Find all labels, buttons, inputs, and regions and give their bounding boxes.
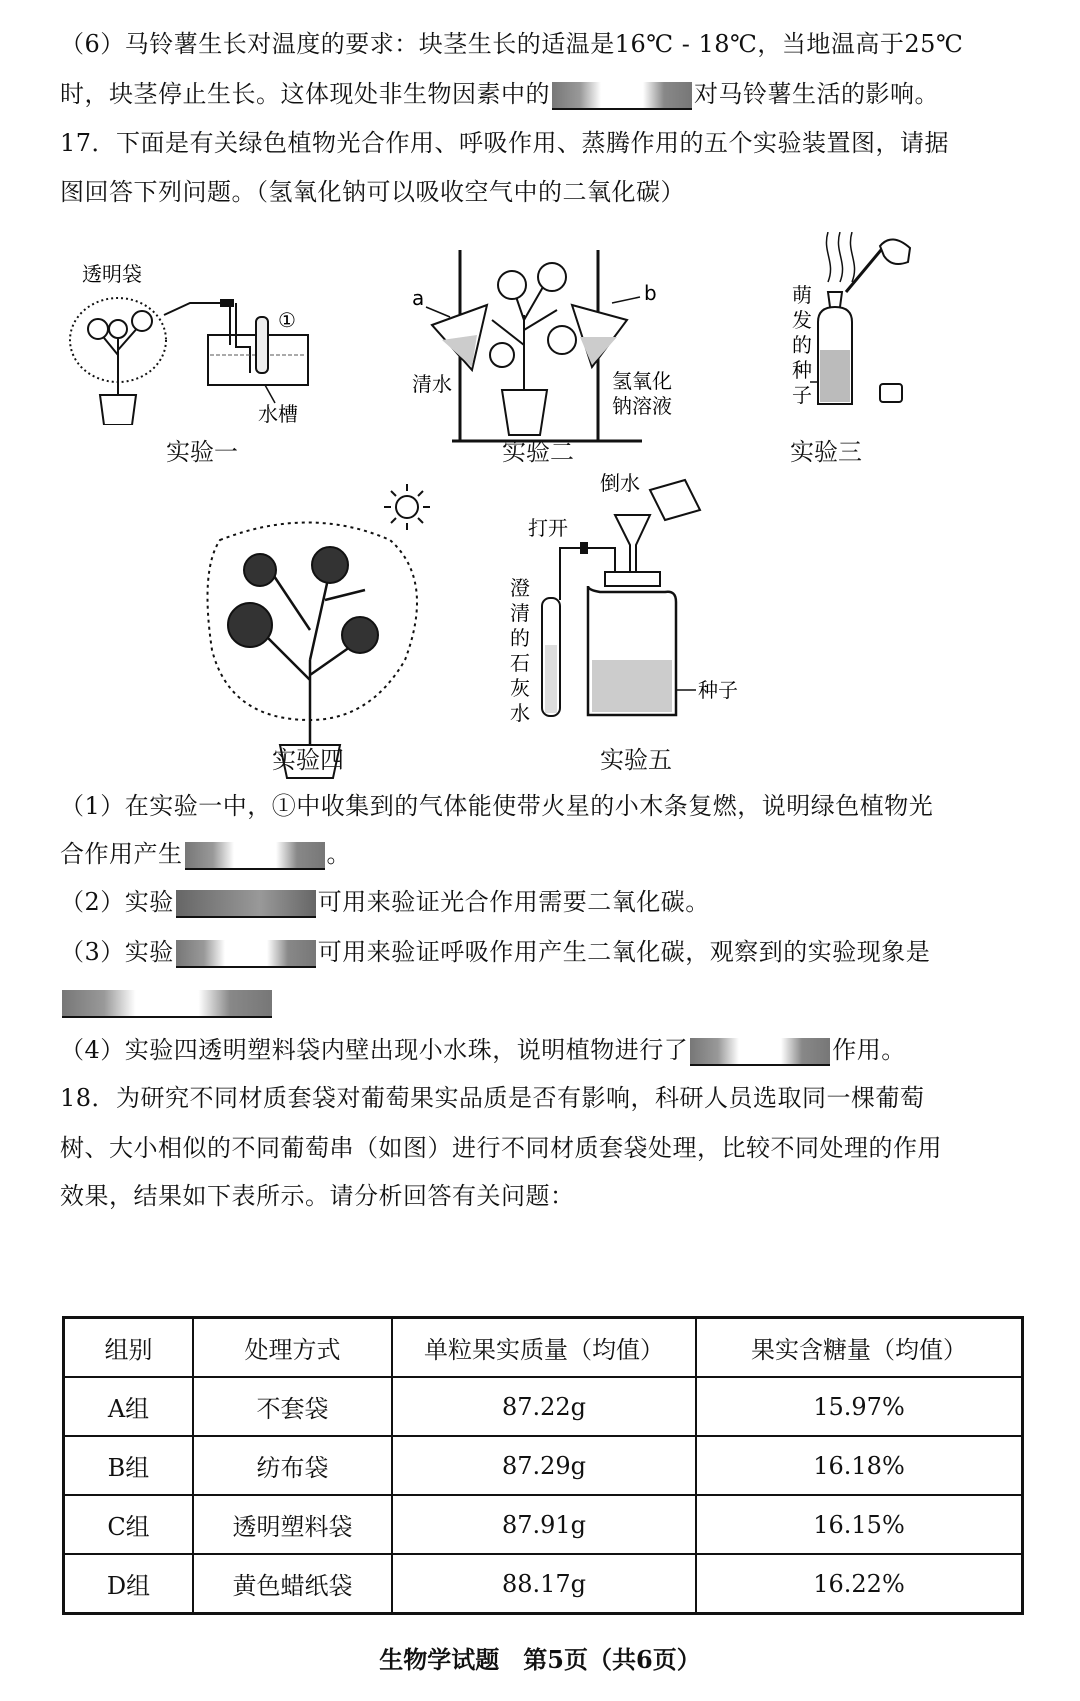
naoh-label-1: 氢氧化 [612, 369, 672, 393]
cell-sugar: 16.22% [696, 1554, 1023, 1614]
leaf-icon [312, 547, 348, 583]
leaf-icon [342, 617, 378, 653]
germinating-seeds [820, 350, 850, 402]
q17-4-text-b: 作用。 [832, 1036, 906, 1064]
experiment-1-figure [60, 255, 350, 425]
leaf-icon [228, 603, 272, 647]
plant-stem [492, 280, 557, 390]
table-row [64, 1495, 1023, 1554]
header-sugar-content: 果实含糖量（均值） [696, 1318, 1023, 1378]
answer-blank [552, 82, 692, 110]
cell-sugar: 16.18% [696, 1436, 1023, 1495]
lime-label-char: 清 [510, 601, 530, 625]
q17-1-line2 [60, 836, 351, 872]
cell-mass: 87.91g [392, 1495, 696, 1554]
leaf-icon [109, 320, 127, 338]
experiment-2-drawing [412, 245, 692, 445]
lime-label-char: 的 [510, 626, 530, 650]
q18-stem-line1: 18．为研究不同材质套袋对葡萄果实品质是否有影响，科研人员选取同一棵葡萄 [60, 1084, 925, 1112]
collection-tube [256, 317, 268, 373]
cell-treatment: 透明塑料袋 [193, 1495, 392, 1554]
cell-group: A组 [64, 1377, 194, 1436]
q17-3-text-a: （3）实验 [60, 938, 174, 966]
q16-6-line1: （6）马铃薯生长对温度的要求：块茎生长的适温是16℃ - 18℃，当地温高于25℃ [60, 30, 964, 58]
cell-group: B组 [64, 1436, 194, 1495]
leaf-icon [132, 311, 152, 331]
header-group: 组别 [64, 1318, 194, 1378]
experiment-3-drawing [780, 232, 950, 432]
q18-stem-line2: 树、大小相似的不同葡萄串（如图）进行不同材质套袋处理，比较不同处理的作用 [60, 1134, 942, 1162]
q17-stem-line2: 图回答下列问题。（氢氧化钠可以吸收空气中的二氧化碳） [60, 178, 685, 206]
caption-exp3: 实验三 [790, 438, 862, 466]
leaf-icon [538, 263, 566, 291]
seed-label-char: 发 [792, 308, 812, 332]
cell-mass: 87.29g [392, 1436, 696, 1495]
leaf-icon [88, 319, 108, 339]
label-b: b [644, 281, 657, 305]
clamp [220, 299, 234, 307]
answer-blank [176, 940, 316, 968]
q17-2-line [60, 884, 710, 920]
experiment-2-figure [412, 245, 692, 445]
q17-1-text-b: 。 [326, 840, 351, 868]
lime-label-char: 澄 [510, 576, 530, 600]
flower-pot [502, 390, 547, 435]
jar-lid [880, 384, 902, 402]
q17-1-line1: （1）在实验一中，①中收集到的气体能使带火星的小木条复燃，说明绿色植物光 [60, 792, 934, 820]
seed-label-char: 的 [792, 333, 812, 357]
table-row [64, 1436, 1023, 1495]
seed-label-char: 子 [792, 383, 812, 407]
cell-treatment: 黄色蜡纸袋 [193, 1554, 392, 1614]
leaf-icon [498, 271, 526, 299]
q17-4-line [60, 1032, 906, 1068]
plant-stem [260, 570, 365, 745]
seed-label: 种子 [698, 678, 738, 702]
lime-label-char: 灰 [510, 676, 530, 700]
cell-mass: 88.17g [392, 1554, 696, 1614]
seed-label-char: 种 [792, 358, 812, 382]
sun-icon [382, 482, 432, 532]
q16-6-text-b: 对马铃薯生活的影响。 [694, 80, 939, 108]
q16-6-text-a: 时，块茎停止生长。这体现处非生物因素中的 [60, 80, 550, 108]
page-footer: 生物学试题 第5页（共6页） [379, 1645, 701, 1674]
caption-exp2: 实验二 [502, 438, 574, 466]
table-row [64, 1554, 1023, 1614]
open-label: 打开 [528, 516, 568, 540]
q17-3-text-b: 可用来验证呼吸作用产生二氧化碳，观察到的实验现象是 [317, 938, 931, 966]
table-header-row [64, 1318, 1023, 1378]
answer-blank [62, 990, 272, 1018]
tank-pointer [265, 385, 275, 403]
marker-1: ① [278, 308, 296, 332]
pointer-a [426, 307, 450, 317]
pour-label: 倒水 [600, 471, 640, 495]
flower-pot [100, 395, 136, 425]
q17-1-text-a: 合作用产生 [60, 840, 183, 868]
q17-stem-line1: 17．下面是有关绿色植物光合作用、呼吸作用、蒸腾作用的五个实验装置图，请据 [60, 129, 950, 157]
lime-label-char: 水 [510, 701, 530, 725]
q17-4-text-a: （4）实验四透明塑料袋内壁出现小水珠，说明植物进行了 [60, 1036, 689, 1064]
limewater [545, 645, 557, 713]
cell-group: D组 [64, 1554, 194, 1614]
leaf-icon [244, 554, 276, 586]
label-a: a [412, 286, 425, 310]
steam-lines [826, 232, 854, 282]
seed-label-char: 萌 [792, 283, 812, 307]
header-treatment: 处理方式 [193, 1318, 392, 1378]
q18-stem-line3: 效果，结果如下表所示。请分析回答有关问题： [60, 1182, 575, 1210]
experiment-5-drawing [500, 470, 760, 735]
caption-exp5: 实验五 [600, 746, 672, 774]
q17-2-text-a: （2）实验 [60, 888, 174, 916]
valve [580, 542, 588, 554]
table-row [64, 1377, 1023, 1436]
tank-label: 水槽 [258, 402, 298, 425]
cell-sugar: 16.15% [696, 1495, 1023, 1554]
q16-6-line2 [60, 76, 939, 112]
conical-flask-b [572, 305, 627, 367]
answer-blank [690, 1038, 830, 1066]
answer-blank [176, 890, 316, 918]
cell-treatment: 不套袋 [193, 1377, 392, 1436]
experiment-3-figure [780, 232, 950, 432]
cell-treatment: 纺布袋 [193, 1436, 392, 1495]
header-fruit-mass: 单粒果实质量（均值） [392, 1318, 696, 1378]
caption-exp4: 实验四 [272, 746, 344, 774]
cell-mass: 87.22g [392, 1377, 696, 1436]
cell-group: C组 [64, 1495, 194, 1554]
caption-exp1: 实验一 [166, 438, 238, 466]
cell-sugar: 15.97% [696, 1377, 1023, 1436]
pointer-b [612, 297, 640, 303]
q17-3-line [60, 934, 930, 970]
bag-label: 透明袋 [82, 262, 142, 286]
stopper [605, 572, 660, 586]
results-table [62, 1316, 1024, 1615]
seeds-in-jar [592, 660, 672, 712]
leaf-icon [548, 326, 576, 354]
q17-3-answer-line [60, 984, 274, 1020]
funnel [615, 515, 650, 580]
experiment-1-drawing [60, 255, 350, 425]
water-beaker [650, 480, 700, 520]
hand-icon [880, 239, 910, 264]
experiment-5-figure [500, 470, 760, 735]
leaf-icon [490, 343, 514, 367]
naoh-label-2: 钠溶液 [612, 394, 672, 418]
water-label: 清水 [412, 372, 452, 396]
lime-label-char: 石 [510, 651, 530, 675]
answer-blank [185, 842, 325, 870]
q17-2-text-b: 可用来验证光合作用需要二氧化碳。 [317, 888, 710, 916]
